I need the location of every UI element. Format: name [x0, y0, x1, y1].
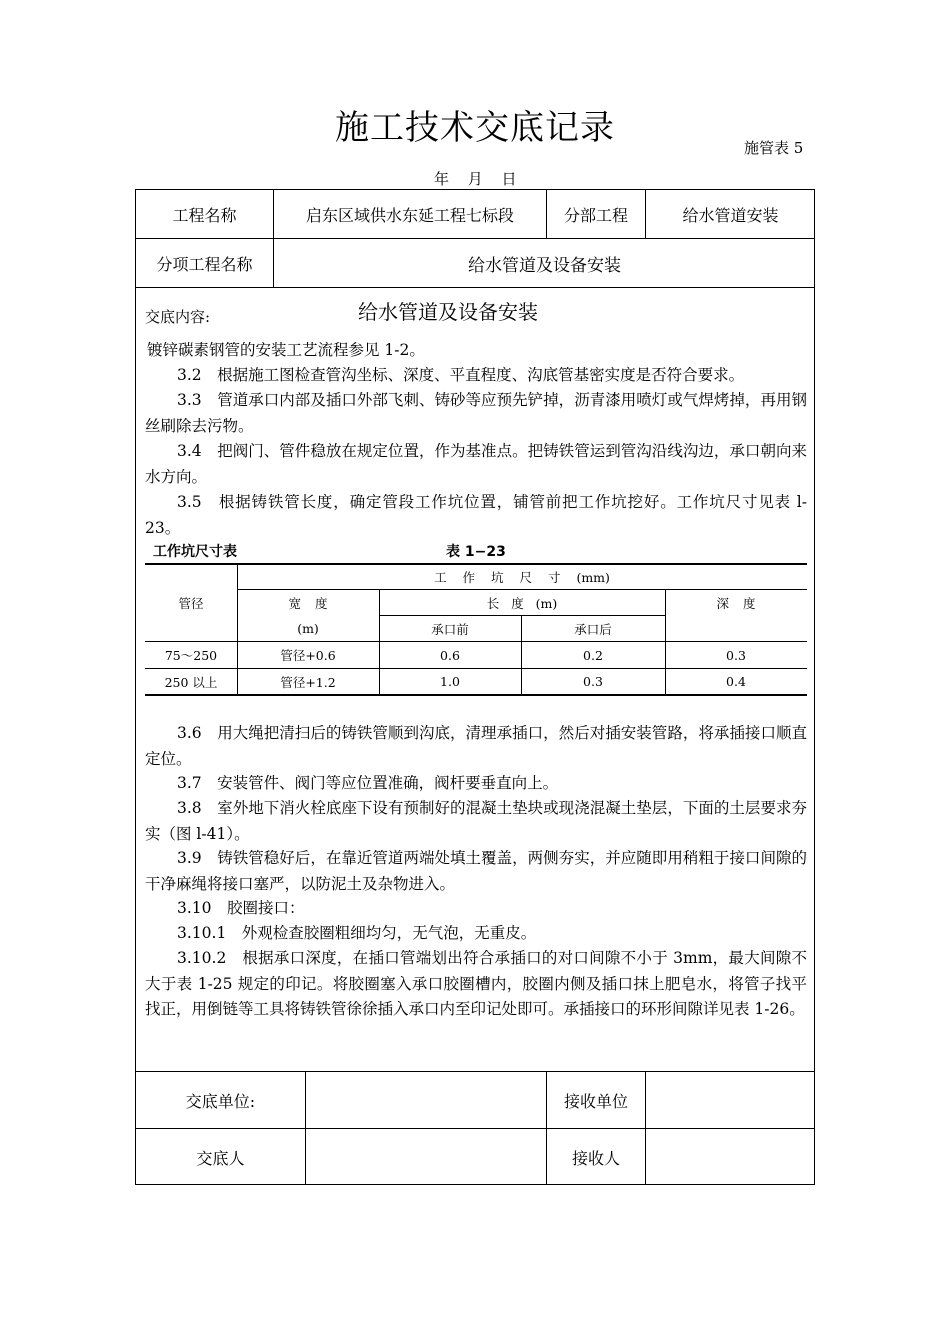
table-rule [145, 694, 807, 696]
paragraph: 镀锌碳素钢管的安装工艺流程参见 1-2。 [147, 341, 425, 359]
division-label: 分部工程 [563, 205, 628, 225]
table-cell: 1.0 [440, 674, 460, 689]
table-cell: 0.4 [726, 674, 746, 689]
division-value: 给水管道安装 [682, 205, 779, 225]
table-header-after: 承口后 [574, 621, 612, 637]
paragraph: 3.10.2 根据承口深度，在插口管端划出符合承插口的对口间隙不小于 3mm，最大间隙不大于表 1-25 规定的印记。将胶圈塞入承口胶圈槽内，胶圈内侧及插口抹上肥皂水，将管子找平找正，用倒链等工具将铸铁管徐徐插入承口内至印记处即可。承插接口的环形间隙详见表 1-26。 [145, 949, 807, 1018]
content-label: 交底内容: [145, 308, 211, 326]
disclosing-person-label: 交底人 [196, 1148, 245, 1168]
table-cell: 0.3 [583, 674, 603, 689]
disclosing-unit-field[interactable] [306, 1072, 546, 1128]
table-header-depth: 深 度 [716, 595, 756, 611]
disclosing-unit-label: 交底单位: [185, 1091, 256, 1111]
receiving-unit-field[interactable] [646, 1072, 815, 1128]
subitem-value: 给水管道及设备安装 [468, 255, 621, 276]
table-cell: 75～250 [164, 648, 218, 663]
pit-table-caption: 工作坑尺寸表 [153, 544, 237, 560]
project-name-value: 启东区域供水东延工程七标段 [305, 205, 514, 225]
project-name-label: 工程名称 [172, 205, 237, 225]
pit-table-number: 表 1−23 [446, 544, 506, 560]
header-bottom-divider [135, 287, 815, 288]
paragraph: 3.7 安装管件、阀门等应位置准确，阀杆要垂直向上。 [177, 774, 559, 792]
receiving-person-label: 接收人 [571, 1148, 620, 1168]
paragraph: 3.10.1 外观检查胶圈粗细均匀，无气泡，无重皮。 [177, 924, 537, 942]
paragraph: 3.5 根据铸铁管长度，确定管段工作坑位置，铺管前把工作坑挖好。工作坑尺寸见表 l-23。 [145, 493, 807, 537]
subitem-label: 分项工程名称 [156, 254, 253, 274]
paragraph: 3.6 用大绳把清扫后的铸铁管顺到沟底，清理承插口，然后对插安装管路，将承插接口顺直定位。 [145, 724, 807, 768]
table-header-before: 承口前 [431, 621, 469, 637]
table-cell: 0.6 [440, 647, 460, 663]
table-cell: 0.2 [583, 647, 603, 663]
paragraph: 3.3 管道承口内部及插口外部飞刺、铸砂等应预先铲掉，沥青漆用喷灯或气焊烤掉，再用钢丝刷除去污物。 [145, 391, 807, 435]
document-title: 施工技术交底记录 [335, 108, 615, 148]
paragraph: 3.10 胶圈接口： [177, 899, 305, 917]
form-number: 施管表 5 [744, 139, 804, 157]
table-header-pipe: 管径 [178, 596, 204, 611]
table-cell: 管径+1.2 [280, 674, 336, 690]
table-cell: 管径+0.6 [280, 648, 336, 663]
receiving-person-field[interactable] [646, 1129, 815, 1185]
disclosing-person-field[interactable] [306, 1129, 546, 1185]
table-header-length: 长 度 (m) [486, 595, 558, 611]
paragraph: 3.8 室外地下消火栓底座下设有预制好的混凝土垫块或现浇混凝土垫层，下面的土层要求夯实（图 l-41）。 [145, 799, 807, 843]
paragraph: 3.4 把阀门、管件稳放在规定位置，作为基准点。把铸铁管运到管沟沿线沟边，承口朝向来水方向。 [145, 442, 807, 486]
table-cell: 0.3 [726, 647, 746, 663]
table-header-width: 宽 度 [288, 595, 328, 611]
table-cell: 250 以上 [164, 674, 218, 690]
table-header-width-unit: (m) [297, 621, 319, 636]
table-group-header: 工 作 坑 尺 寸 (mm) [434, 570, 610, 585]
receiving-unit-label: 接收单位 [563, 1091, 628, 1111]
paragraph: 3.9 铸铁管稳好后，在靠近管道两端处填土覆盖，两侧夯实，并应随即用稍粗于接口间隙的干净麻绳将接口塞严，以防泥土及杂物进入。 [145, 849, 807, 893]
paragraph: 3.2 根据施工图检查管沟坐标、深度、平直程度、沟底管基密实度是否符合要求。 [177, 366, 745, 384]
content-heading: 给水管道及设备安装 [358, 300, 538, 324]
date-line: 年 月 日 [434, 170, 517, 188]
